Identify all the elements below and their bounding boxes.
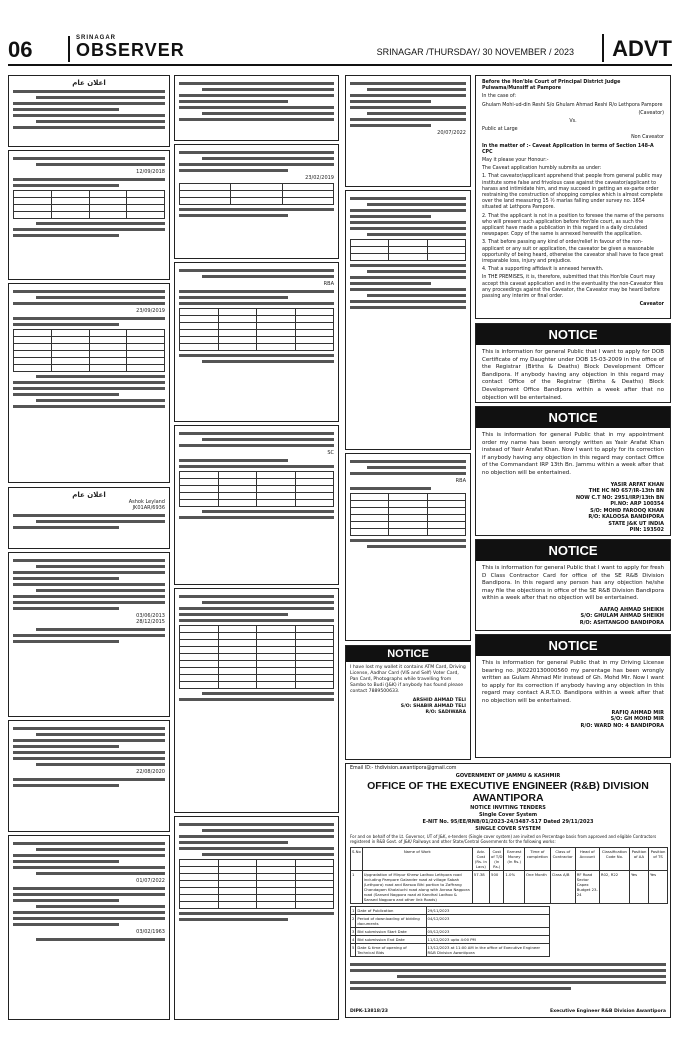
notice-driving-license xyxy=(475,634,671,758)
tender-intro: For and on behalf of the Lt. Governor, UT of J&K, e-tenders (Single cover system) are invited on Percentage basis from approved and eligible Contractors registered in R&B Govt. of J&K/ Railways and other State/Central Governments for the following works: xyxy=(350,834,657,844)
dateline: SRINAGAR /THURSDAY/ 30 NOVEMBER / 2023 xyxy=(376,47,574,57)
petition-case-of: In the case of: xyxy=(482,94,516,100)
table-row: 3 Bid submission Start Date 05/12/2023 xyxy=(351,928,550,936)
urdu-ad-6 xyxy=(8,720,170,832)
tender-schedule-table xyxy=(350,906,550,957)
urdu-ad-title: اعلان عام xyxy=(72,491,106,499)
urdu-ad-title: اعلان عام xyxy=(72,79,106,87)
brand-name: OBSERVER xyxy=(76,40,185,60)
petition-non-caveator: Non Caveator xyxy=(631,135,664,141)
ad-sc: SC xyxy=(327,450,334,456)
notice-body: This is information for general Public that I want to apply for fresh D Class Contractor Card for office of the SE R&B Division Bandipora. In this regard any person has any objection he/she may file the objections in office of the SE R&B Division Bandipora within a week after that no objection will be entertained. xyxy=(482,565,664,602)
petition-para-4: 4. That a supporting affidavit is annexed herewith. xyxy=(482,267,604,273)
petition-vs: Vs. xyxy=(569,119,577,125)
vehicle-reg: JK01AR/6936 xyxy=(132,505,165,511)
ad-date: 12/09/2018 xyxy=(136,169,165,175)
urdu-ad-5 xyxy=(8,552,170,717)
notice-name-correction xyxy=(475,406,671,536)
tender-office: OFFICE OF THE EXECUTIVE ENGINEER (R&B) DIVISION AWANTIPORA xyxy=(367,780,649,804)
table-row: 1 Upgradation of Mirpur Khrew Ladhoo Lethpora road including Pampore Galander road at village Sabah (Lethpora) road and Barsoo Bihi portion to Zaffrang Chandagam Khalaiuchi road along with Avrosa Nagpora road (Sansed Nagpora road at Kandhal Ladhoo & Sansed Nagpora and other link Roads) 57.38 500 1.0% One Month Class A/B RF Road Sector Capex Budget 23-24 R02, R22 Yes Yes xyxy=(351,871,668,904)
notice-heading: NOTICE xyxy=(346,646,470,662)
ad-rba: RBA xyxy=(455,478,466,484)
petition-matter: In the matter of :- Caveat Application in terms of Section 148-A CPC xyxy=(482,143,654,155)
petition-intro: The Caveat application humbly submits as under: xyxy=(482,166,602,172)
urdu-ad-7 xyxy=(8,835,170,1020)
urdu-ad-11 xyxy=(174,425,339,585)
tender-govt: GOVERNMENT OF JAMMU & KASHMIR xyxy=(455,773,561,779)
ad-date: 03/02/1963 xyxy=(136,929,165,935)
petition-court: Before the Hon'ble Court of Principal District Judge Pulwama/Munsiff at Pampore xyxy=(482,80,621,92)
urdu-ad-8 xyxy=(174,75,339,141)
urdu-ad-14 xyxy=(345,75,471,187)
masthead xyxy=(8,34,672,66)
notice-dob xyxy=(475,323,671,403)
table-row: 2 Period of downloading of bidding documents 04/12/2023 xyxy=(351,915,550,928)
notice-heading: NOTICE xyxy=(476,324,670,345)
urdu-ad-13 xyxy=(174,816,339,1020)
ad-date: 23/02/2019 xyxy=(305,175,334,181)
notice-lost-wallet xyxy=(345,645,471,760)
tender-nit-no: E-NIT No. 95/EE/RNB/01/2023-24/3487-517 Dated 29/11/2023 xyxy=(422,819,594,825)
notice-heading: NOTICE xyxy=(476,540,670,561)
brand-city: SRINAGAR xyxy=(76,35,117,41)
notice-signature: RAFIQ AHMAD MIR S/O: GH MOHD MIR R/O: WARD NO: 4 BANDIPORA xyxy=(580,709,664,729)
tender-email: Email ID:- thdivision.awantipora@gmail.com xyxy=(350,766,457,771)
urdu-ad-9 xyxy=(174,144,339,259)
ad-date: 28/12/2015 xyxy=(136,619,165,625)
caveat-petition xyxy=(475,75,671,319)
petition-para-1: 1. That caveator/applicant apprehend that people from general public may institute some false and frivolous case against the caveator/applicant to harass and intimidate him, and may succeed in getting an ex-parte order restraining the construction of shopping complex which is almost complete over the land measuring 15 ½ marlas falling under survey no. 1654 situated at Lethpora Pampore. xyxy=(482,174,663,211)
notice-contractor-card xyxy=(475,539,671,631)
petition-public: Public at Large xyxy=(482,127,518,133)
tender-nit-title: NOTICE INVITING TENDERS xyxy=(470,805,546,811)
ad-rba: RBA xyxy=(323,281,334,287)
masthead-divider xyxy=(68,36,70,62)
notice-body: This is information for general Public that I want to apply for DOB Certificate of my Daughter under DOB 15-03-2009 in the office of the Registrar (Births & Deaths) Block Development Officer Bandipora. If anybody having any objection in this regard may contact Office of the Registrar (Births & Deaths) Block Development Office Bandipora within a week after that no objection will be entertained. xyxy=(482,349,664,401)
petition-caveator-label: (Caveator) xyxy=(638,110,664,116)
page-number: 06 xyxy=(8,37,33,62)
notice-body: This is information for general Public that in my appointment order my name has been wrongly written as Yasir Arafat Khan instead of Yasir Arafat Khan. Now I want to apply for its correction if anybody having any objection in this regard may contact Office of the Commandant IRP 13th Bn. Jammu within a week after that no objection will be entertained. xyxy=(482,432,664,476)
ad-date: 20/07/2022 xyxy=(437,130,466,136)
notice-signature: ARSHID AHMAD TELI S/O: SHABIR AHMAD TELI R/O: SADIWARA xyxy=(400,698,466,715)
table-row: 5 Date & time of opening of Technical Bids 13/12/2023 at 11:00 AM in the office of Executive Engineer R&B Division Awantipora xyxy=(351,944,550,957)
notice-body: This is information for general Public that in my Driving License bearing no. JK0220130000560 my parentage has been wrongly written as Gulam Ahmad Mir instead of Gh. Mohd Mir. Now I want to apply for its correction if anybody having any objection in this regard may contact A.R.T.O. Bandipora within a week after that no objection will be entertained. xyxy=(482,660,664,704)
urdu-ad-1 xyxy=(8,75,170,147)
ad-date: 03/06/2013 xyxy=(136,613,165,619)
tender-fine-print xyxy=(346,959,670,994)
notice-signature: YASIR ARFAT KHAN THE HC NO 657/IR-13th BN NOW C.T NO: 2951/IRP/13th BN PI.NO: ARP 100354 S/O: MOHD FAROOQ KHAN R/O: KALOOSA BANDIPORA STATE J&K UT INDIA PIN: 193502 xyxy=(575,481,664,534)
section-label: ADVT xyxy=(602,34,672,62)
petition-para-2: 2. That the applicant is not in a position to foresee the name of the persons who will present such application before Hon'ble court, as such the applicant have made a publication in this regard in a daily circulated newspaper. Copy of the same is annexed herewith the application. xyxy=(482,213,664,238)
tender-notice xyxy=(345,763,671,1018)
tender-system-2: SINGLE COVER SYSTEM xyxy=(475,826,541,832)
urdu-ad-16 xyxy=(345,453,471,641)
notice-heading: NOTICE xyxy=(476,635,670,656)
ad-date: 01/07/2022 xyxy=(136,878,165,884)
petition-respect: May it please your Honour:- xyxy=(482,158,549,164)
notice-body: I have lost my wallet it contains ATM Card, Driving License, Aadhar Card (VIS and Self) Voter Card, Pan Card, Photographs while travelling from Sambo to Budi (J&K) if anybody has found please contact 7889500633. xyxy=(350,665,466,694)
tender-dipk-no: DIPK-13818/23 xyxy=(350,1009,389,1014)
tender-sign: Executive Engineer R&B Division Awantipora xyxy=(549,1009,666,1014)
notice-signature: AAFAQ AHMAD SHEIKH S/O: GHULAM AHMAD SHEIKH R/O: ASHTANGOO BANDIPORA xyxy=(579,606,664,626)
tender-footer xyxy=(350,1009,666,1014)
urdu-ad-10 xyxy=(174,262,339,422)
urdu-ad-12 xyxy=(174,588,339,813)
urdu-ad-3 xyxy=(8,283,170,483)
tender-works-table: S.No Name of Work Adv. Cost (Rs. in Lacs) Cost of T/D (In Rs.) Earnest Money (In Rs.) Time of completion Class of Contractor Head of Account Classification Code No. Position of AA Position of TS 1 Upgradation of Mirpur Khrew Ladhoo Lethpora road including Pampore Galander road at village Sabah (Lethpora) road and Barsoo Bihi portion to Zaffrang Chandagam Khalaiuchi road along with Avrosa Nagpora road (Sansed Nagpora road at Kandhal Ladhoo & Sansed Nagpora and other link Roads) 57.38 500 1.0% One Month Class A/B RF Road Sector Capex Budget 23-24 R02, R22 Yes Yes xyxy=(350,847,668,904)
urdu-ad-15 xyxy=(345,190,471,450)
notice-heading: NOTICE xyxy=(476,407,670,428)
table-row: 4 Bid submission End Date 11/12/2023 upto 4:00 PM xyxy=(351,936,550,944)
petition-para-3: 3. That before passing any kind of order/relief in favour of the non-applicant or any suit or application, the caveator be given a reasonable opportunity of being heard, otherwise the caveator shall have to face great irreparable loss, injury and prejudice. xyxy=(482,240,664,265)
petition-sign: Caveator xyxy=(639,302,664,308)
petition-applicant: Ghulam Mohi-ud-din Reshi S/o Ghulam Ahmad Reshi R/o Lethpora Pampore xyxy=(482,102,663,108)
urdu-ad-4 xyxy=(8,487,170,549)
table-row: 1 Date of Publication 29/11/2023 xyxy=(351,907,550,915)
ad-date: 22/08/2020 xyxy=(136,769,165,775)
vehicle-make: Ashok Leyland xyxy=(128,499,165,505)
ad-date: 23/09/2019 xyxy=(136,308,165,314)
petition-prayer: In THE PREMISES, it is, therefore, submitted that this Hon'ble Court may accept this caveat application and in the eventuality the non-Caveator files any proceedings against the Caveator, the Caveator may be heard before passing any interim or final order. xyxy=(482,275,664,300)
brand-logo xyxy=(76,35,185,59)
tender-system: Single Cover System xyxy=(478,812,538,818)
urdu-ad-2 xyxy=(8,150,170,280)
